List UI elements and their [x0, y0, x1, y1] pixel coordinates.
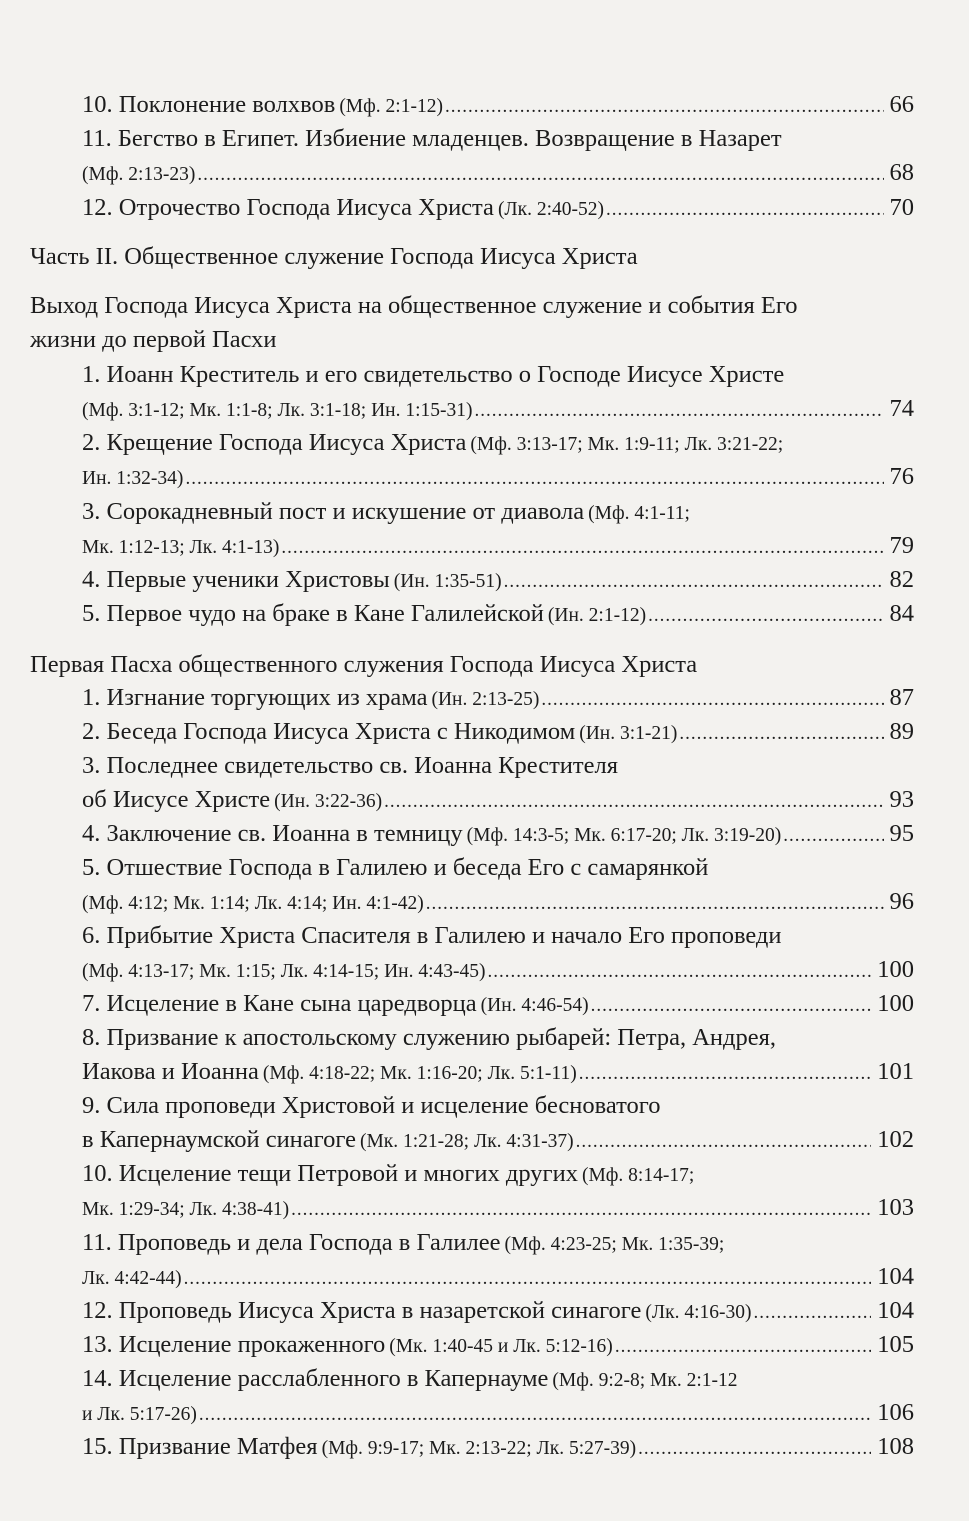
- entry-reference: (Мф. 8:14-17;: [581, 1165, 695, 1186]
- entry-title: об Иисусе Христе: [82, 786, 271, 813]
- toc-entry: [82, 919, 914, 953]
- page-number: 82: [889, 566, 914, 593]
- entry-title: 1. Иоанн Креститель и его свидетельство о Господе Иисусе Христе: [82, 361, 785, 388]
- entry-reference: (Лк. 4:16-30): [645, 1302, 752, 1323]
- toc-entry-continuation: [82, 529, 914, 563]
- dot-leader: [754, 1296, 872, 1328]
- toc-entry: [82, 1226, 914, 1260]
- dot-leader: [504, 565, 884, 597]
- toc-entry: [82, 1294, 914, 1328]
- page-number: 96: [889, 888, 914, 915]
- entry-title: 3. Последнее свидетельство св. Иоанна Крестителя: [82, 752, 618, 779]
- toc-entry: [82, 817, 914, 851]
- section-heading-continuation: [30, 323, 914, 357]
- toc-entry: [82, 749, 914, 783]
- page-number: 104: [877, 1297, 914, 1324]
- toc-entry: [82, 1157, 914, 1191]
- dot-leader: [445, 90, 884, 122]
- page-number: 70: [889, 194, 914, 221]
- entry-reference: (Мф. 9:2-8; Мк. 2:1-12: [552, 1370, 738, 1391]
- section-heading: [30, 289, 914, 323]
- entry-title: 15. Призвание Матфея: [82, 1433, 318, 1460]
- toc-entry: [82, 1362, 914, 1396]
- dot-leader: [579, 1057, 872, 1089]
- page-number: 87: [889, 684, 914, 711]
- page-number: 100: [877, 990, 914, 1017]
- dot-leader: [615, 1330, 871, 1362]
- dot-leader: [291, 1193, 871, 1225]
- entry-reference: (Ин. 3:1-21): [579, 723, 678, 744]
- part-heading: [30, 240, 914, 274]
- dot-leader: [783, 819, 883, 851]
- dot-leader: [679, 717, 883, 749]
- toc-entry: [82, 1430, 914, 1464]
- toc-entry-continuation: [82, 460, 914, 494]
- dot-leader: [199, 1398, 871, 1430]
- entry-reference: (Лк. 2:40-52): [497, 199, 605, 220]
- dot-leader: [281, 531, 883, 563]
- page-number: 74: [889, 395, 914, 422]
- entry-title: 10. Исцеление тещи Петровой и многих других: [82, 1160, 578, 1187]
- toc-entry-continuation: [82, 885, 914, 919]
- page-number: 76: [889, 463, 914, 490]
- entry-title: Иакова и Иоанна: [82, 1058, 259, 1085]
- toc-entry: [82, 1021, 914, 1055]
- entry-reference: Мк. 1:29-34; Лк. 4:38-41): [82, 1199, 290, 1220]
- dot-leader: [541, 683, 883, 715]
- dot-leader: [606, 193, 883, 225]
- page-number: 95: [889, 820, 914, 847]
- entry-title: 10. Поклонение волхвов: [82, 91, 336, 118]
- entry-title: 7. Исцеление в Кане сына царедворца: [82, 990, 477, 1017]
- entry-title: 2. Крещение Господа Иисуса Христа: [82, 429, 467, 456]
- entry-title: 11. Бегство в Египет. Избиение младенцев. Возвращение в Назарет: [82, 125, 782, 152]
- section-heading: [30, 648, 914, 682]
- entry-reference: (Ин. 2:13-25): [431, 689, 540, 710]
- entry-reference: (Мф. 4:1-11;: [588, 503, 690, 524]
- entry-title: 14. Исцеление расслабленного в Капернауме: [82, 1365, 549, 1392]
- toc-entry: [82, 681, 914, 715]
- toc-entry-continuation: [82, 392, 914, 426]
- entry-title: 6. Прибытие Христа Спасителя в Галилею и начало Его проповеди: [82, 922, 782, 949]
- dot-leader: [426, 887, 884, 919]
- entry-reference: Ин. 1:32-34): [82, 468, 184, 489]
- entry-reference: (Мф. 2:13-23): [82, 164, 196, 185]
- toc-entry: [82, 987, 914, 1021]
- entry-reference: (Мф. 2:1-12): [339, 96, 443, 117]
- entry-title: 2. Беседа Господа Иисуса Христа с Никодимом: [82, 718, 576, 745]
- page-number: 68: [889, 159, 914, 186]
- toc-entry-continuation: [82, 1396, 914, 1430]
- dot-leader: [488, 955, 872, 987]
- page-number: 93: [889, 786, 914, 813]
- entry-reference: (Мк. 1:21-28; Лк. 4:31-37): [359, 1131, 574, 1152]
- entry-reference: и Лк. 5:17-26): [82, 1404, 197, 1425]
- toc-entry: [82, 1089, 914, 1123]
- page-number: 108: [877, 1433, 914, 1460]
- page-number: 101: [877, 1058, 914, 1085]
- page-number: 89: [889, 718, 914, 745]
- dot-leader: [197, 158, 883, 190]
- entry-reference: (Мф. 4:18-22; Мк. 1:16-20; Лк. 5:1-11): [262, 1063, 577, 1084]
- section-heading-text: Первая Пасха общественного служения Господа Иисуса Христа: [30, 651, 698, 678]
- entry-reference: (Мф. 4:13-17; Мк. 1:15; Лк. 4:14-15; Ин. 4:43-45): [82, 961, 486, 982]
- toc-entry-continuation: [82, 783, 914, 817]
- entry-title: 12. Проповедь Иисуса Христа в назаретской синагоге: [82, 1297, 642, 1324]
- page-number: 106: [877, 1399, 914, 1426]
- page-number: 105: [877, 1331, 914, 1358]
- dot-leader: [648, 599, 883, 631]
- page-number: 104: [877, 1263, 914, 1290]
- entry-reference: (Ин. 4:46-54): [480, 995, 589, 1016]
- section-heading-text: Выход Господа Иисуса Христа на общественное служение и события Его: [30, 292, 798, 319]
- toc-entry-continuation: [82, 953, 914, 987]
- entry-title: 4. Заключение св. Иоанна в темницу: [82, 820, 463, 847]
- dot-leader: [475, 394, 884, 426]
- toc-entry: [82, 597, 914, 631]
- entry-title: 9. Сила проповеди Христовой и исцеление бесноватого: [82, 1092, 661, 1119]
- section-heading-text: жизни до первой Пасхи: [30, 326, 277, 353]
- toc-entry: [82, 358, 914, 392]
- dot-leader: [576, 1125, 872, 1157]
- entry-title: 1. Изгнание торгующих из храма: [82, 684, 428, 711]
- entry-title: 13. Исцеление прокаженного: [82, 1331, 386, 1358]
- entry-title: 5. Первое чудо на браке в Кане Галилейской: [82, 600, 544, 627]
- entry-reference: (Мф. 14:3-5; Мк. 6:17-20; Лк. 3:19-20): [466, 825, 782, 846]
- toc-entry-continuation: [82, 1260, 914, 1294]
- entry-reference: Мк. 1:12-13; Лк. 4:1-13): [82, 537, 280, 558]
- toc-entry: [82, 851, 914, 885]
- entry-title: 8. Призвание к апостольскому служению рыбарей: Петра, Андрея,: [82, 1024, 777, 1051]
- entry-reference: (Ин. 3:22-36): [274, 791, 383, 812]
- entry-title: 11. Проповедь и дела Господа в Галилее: [82, 1229, 501, 1256]
- dot-leader: [591, 989, 872, 1021]
- toc-entry-continuation: [82, 156, 914, 190]
- toc-entry-continuation: [82, 1055, 914, 1089]
- entry-title: 3. Сорокадневный пост и искушение от диавола: [82, 498, 585, 525]
- page-number: 103: [877, 1194, 914, 1221]
- toc-entry-continuation: [82, 1191, 914, 1225]
- dot-leader: [184, 1262, 872, 1294]
- part-heading-text: Часть II. Общественное служение Господа Иисуса Христа: [30, 243, 638, 270]
- page-number: 102: [877, 1126, 914, 1153]
- toc-entry: [82, 1328, 914, 1362]
- dot-leader: [185, 462, 883, 494]
- page-number: 100: [877, 956, 914, 983]
- entry-reference: (Мк. 1:40-45 и Лк. 5:12-16): [389, 1336, 613, 1357]
- toc-entry: [82, 191, 914, 225]
- entry-title: в Капернаумской синагоге: [82, 1126, 356, 1153]
- entry-title: 12. Отрочество Господа Иисуса Христа: [82, 194, 494, 221]
- toc-entry: [82, 715, 914, 749]
- entry-reference: (Ин. 1:35-51): [393, 571, 502, 592]
- entry-reference: (Мф. 3:1-12; Мк. 1:1-8; Лк. 3:1-18; Ин. 1:15-31): [82, 400, 473, 421]
- entry-reference: (Мф. 4:12; Мк. 1:14; Лк. 4:14; Ин. 4:1-42): [82, 893, 424, 914]
- toc-entry: [82, 88, 914, 122]
- dot-leader: [384, 785, 883, 817]
- page-number: 79: [889, 532, 914, 559]
- entry-title: 4. Первые ученики Христовы: [82, 566, 390, 593]
- dot-leader: [638, 1432, 871, 1464]
- entry-title: 5. Отшествие Господа в Галилею и беседа Его с самарянкой: [82, 854, 709, 881]
- toc-entry: [82, 563, 914, 597]
- page-number: 66: [889, 91, 914, 118]
- entry-reference: (Ин. 2:1-12): [547, 605, 647, 626]
- entry-reference: Лк. 4:42-44): [82, 1268, 182, 1289]
- toc-entry-continuation: [82, 1123, 914, 1157]
- page-number: 84: [889, 600, 914, 627]
- toc-entry: [82, 495, 914, 529]
- entry-reference: (Мф. 3:13-17; Мк. 1:9-11; Лк. 3:21-22;: [470, 434, 784, 455]
- toc-entry: [82, 122, 914, 156]
- entry-reference: (Мф. 4:23-25; Мк. 1:35-39;: [504, 1234, 725, 1255]
- entry-reference: (Мф. 9:9-17; Мк. 2:13-22; Лк. 5:27-39): [321, 1438, 637, 1459]
- toc-entry: [82, 426, 914, 460]
